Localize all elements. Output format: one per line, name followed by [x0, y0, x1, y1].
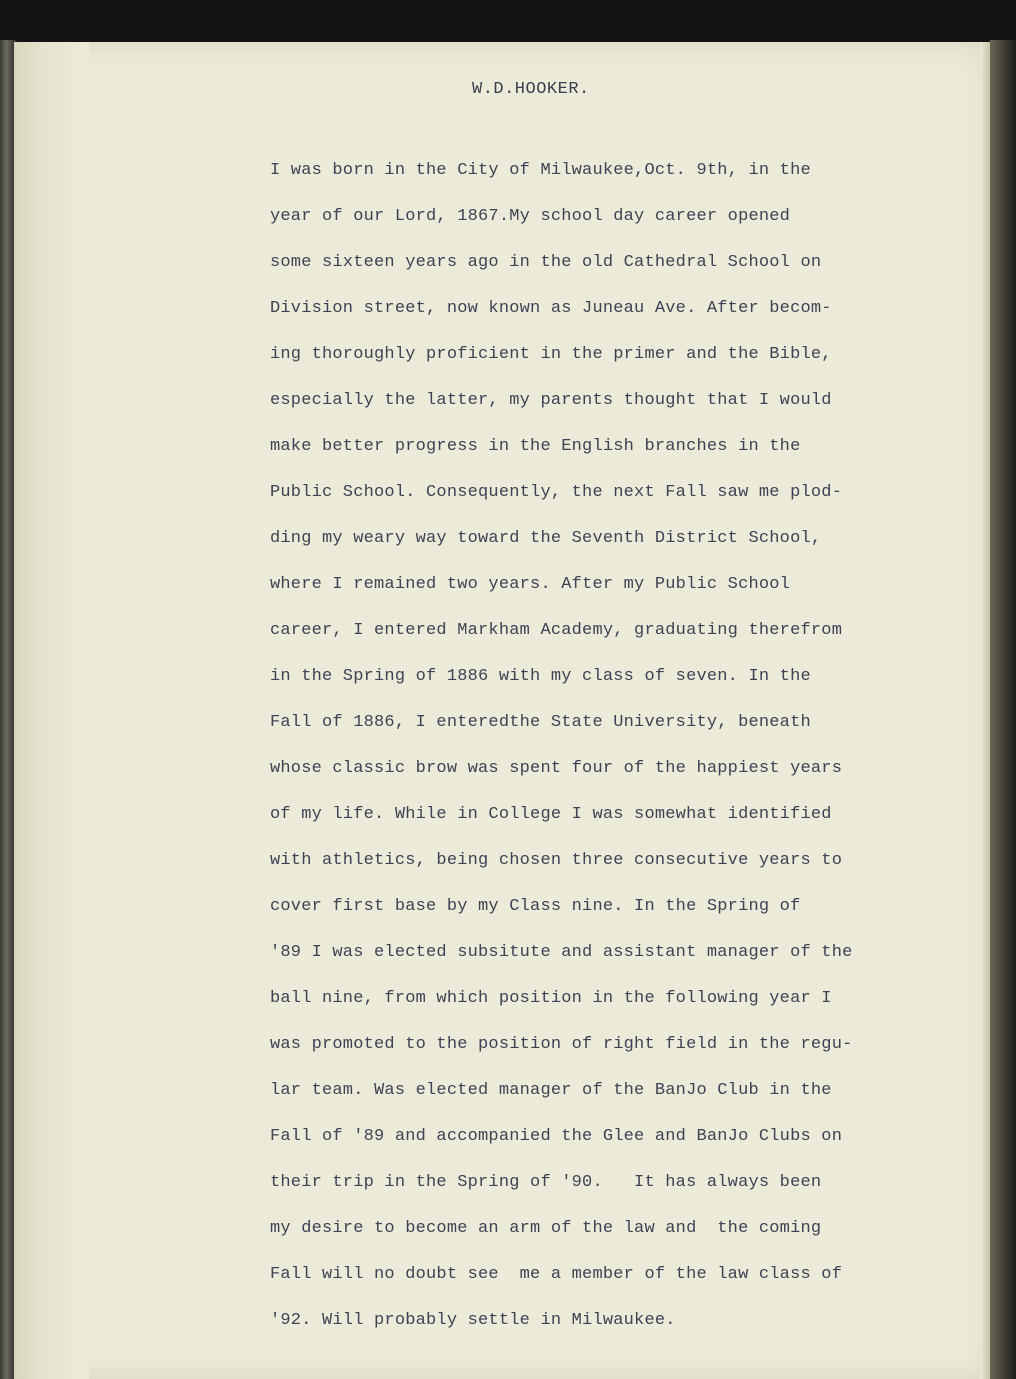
page-gutter — [14, 42, 89, 1379]
page-title: W.D.HOOKER. — [472, 80, 590, 99]
text-line: Fall of '89 and accompanied the Glee and BanJo Clubs on — [270, 1127, 843, 1146]
text-line: especially the latter, my parents thought that I would — [270, 391, 832, 410]
text-line: some sixteen years ago in the old Cathedral School on — [270, 253, 822, 272]
text-line: Fall will no doubt see me a member of the law class of — [270, 1265, 843, 1284]
typed-body — [270, 158, 853, 1354]
text-line: in the Spring of 1886 with my class of seven. In the — [270, 667, 811, 686]
text-line: Public School. Consequently, the next Fall saw me plod- — [270, 483, 843, 502]
text-line: Division street, now known as Juneau Ave. After becom- — [270, 299, 832, 318]
page-edge — [980, 42, 990, 1379]
book-cover-edge — [990, 40, 1016, 1379]
text-line: make better progress in the English branches in the — [270, 437, 801, 456]
text-line: ding my weary way toward the Seventh District School, — [270, 529, 822, 548]
text-line: year of our Lord, 1867.My school day career opened — [270, 207, 791, 226]
text-line: I was born in the City of Milwaukee,Oct. 9th, in the — [270, 161, 811, 180]
text-line: of my life. While in College I was somewhat identified — [270, 805, 832, 824]
text-line: career, I entered Markham Academy, graduating therefrom — [270, 621, 843, 640]
text-line: ing thoroughly proficient in the primer and the Bible, — [270, 345, 832, 364]
text-line: was promoted to the position of right field in the regu- — [270, 1035, 853, 1054]
text-line: my desire to become an arm of the law and the coming — [270, 1219, 822, 1238]
text-line: their trip in the Spring of '90. It has always been — [270, 1173, 822, 1192]
text-line: whose classic brow was spent four of the happiest years — [270, 759, 843, 778]
text-line: cover first base by my Class nine. In the Spring of — [270, 897, 801, 916]
text-line: '89 I was elected subsitute and assistant manager of the — [270, 943, 853, 962]
text-line: lar team. Was elected manager of the BanJo Club in the — [270, 1081, 832, 1100]
text-line: Fall of 1886, I enteredthe State University, beneath — [270, 713, 811, 732]
text-line: '92. Will probably settle in Milwaukee. — [270, 1311, 676, 1330]
text-line: ball nine, from which position in the following year I — [270, 989, 832, 1008]
text-line: with athletics, being chosen three consecutive years to — [270, 851, 843, 870]
text-line: where I remained two years. After my Public School — [270, 575, 791, 594]
